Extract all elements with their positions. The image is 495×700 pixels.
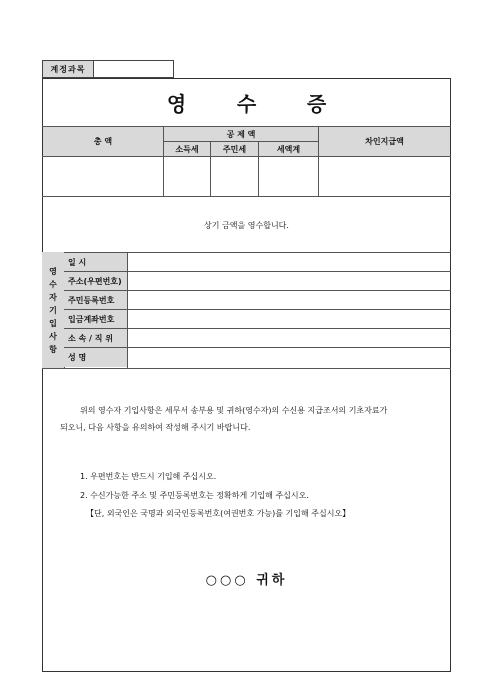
total-amount-header: 총 액 <box>43 127 163 156</box>
divider <box>64 309 451 310</box>
name-label: 성 명 <box>64 348 127 367</box>
confirmation-text: 상기 금액을 영수합니다. <box>204 220 289 230</box>
resident-number-field[interactable] <box>128 291 450 309</box>
tax-sum-field[interactable] <box>259 157 318 195</box>
total-amount-field[interactable] <box>43 157 163 195</box>
recipient-section-label <box>42 252 64 368</box>
side-label-char: 기 <box>49 305 57 315</box>
divider <box>64 290 451 291</box>
side-label-char: 영 <box>49 266 57 276</box>
address-field[interactable] <box>128 272 450 290</box>
income-tax-header: 소득세 <box>164 142 210 156</box>
notice-line-2: 되오니, 다음 사항을 유의하여 작성해 주시기 바랍니다. <box>60 423 251 432</box>
title-char: 영 <box>166 91 187 116</box>
account-number-label: 입금계좌번호 <box>64 310 127 329</box>
resident-tax-header: 주민세 <box>211 142 258 156</box>
account-number-field[interactable] <box>128 310 450 328</box>
divider <box>163 141 319 142</box>
affiliation-field[interactable] <box>128 329 450 347</box>
divider <box>42 196 451 197</box>
account-label: 계정과목 <box>42 60 94 78</box>
affiliation-label: 소 속 / 직 위 <box>64 329 127 348</box>
divider <box>42 368 451 369</box>
page-title <box>42 78 451 126</box>
date-field[interactable] <box>128 253 450 271</box>
account-field[interactable] <box>94 60 174 78</box>
title-char: 증 <box>306 91 327 116</box>
side-label-char: 입 <box>49 318 57 328</box>
divider <box>64 328 451 329</box>
name-field[interactable] <box>128 348 450 366</box>
title-char: 수 <box>236 91 257 116</box>
notice-item-1: 1. 우편번호는 반드시 기입해 주십시오. <box>80 472 217 481</box>
recipient-line: ○○○ 귀하 <box>205 572 288 588</box>
tax-sum-header: 세액계 <box>259 142 318 156</box>
net-payment-field[interactable] <box>319 157 450 195</box>
resident-number-label: 주민등록번호 <box>64 291 127 310</box>
notice-line-1: 위의 영수자 기입사항은 세무서 송부용 및 귀하(영수자)의 수신용 지급조서의 기초자료가 <box>80 406 388 415</box>
income-tax-field[interactable] <box>164 157 210 195</box>
divider <box>64 271 451 272</box>
side-label-char: 사 <box>49 331 57 341</box>
notice-footnote: 【단, 외국인은 국명과 외국인등록번호(여권번호 가능)를 기입해 주십시오】 <box>86 509 351 518</box>
deduction-header: 공 제 액 <box>164 127 318 141</box>
side-label-char: 항 <box>49 344 57 354</box>
notice-item-2: 2. 수신가능한 주소 및 주민등록번호는 정확하게 기입해 주십시오. <box>80 491 309 500</box>
address-label: 주소(우편번호) <box>64 272 127 291</box>
date-label: 일 시 <box>64 253 127 272</box>
divider <box>64 347 451 348</box>
side-label-char: 자 <box>49 292 57 302</box>
net-payment-header: 차인지급액 <box>319 127 450 156</box>
resident-tax-field[interactable] <box>211 157 258 195</box>
side-label-char: 수 <box>49 279 57 289</box>
